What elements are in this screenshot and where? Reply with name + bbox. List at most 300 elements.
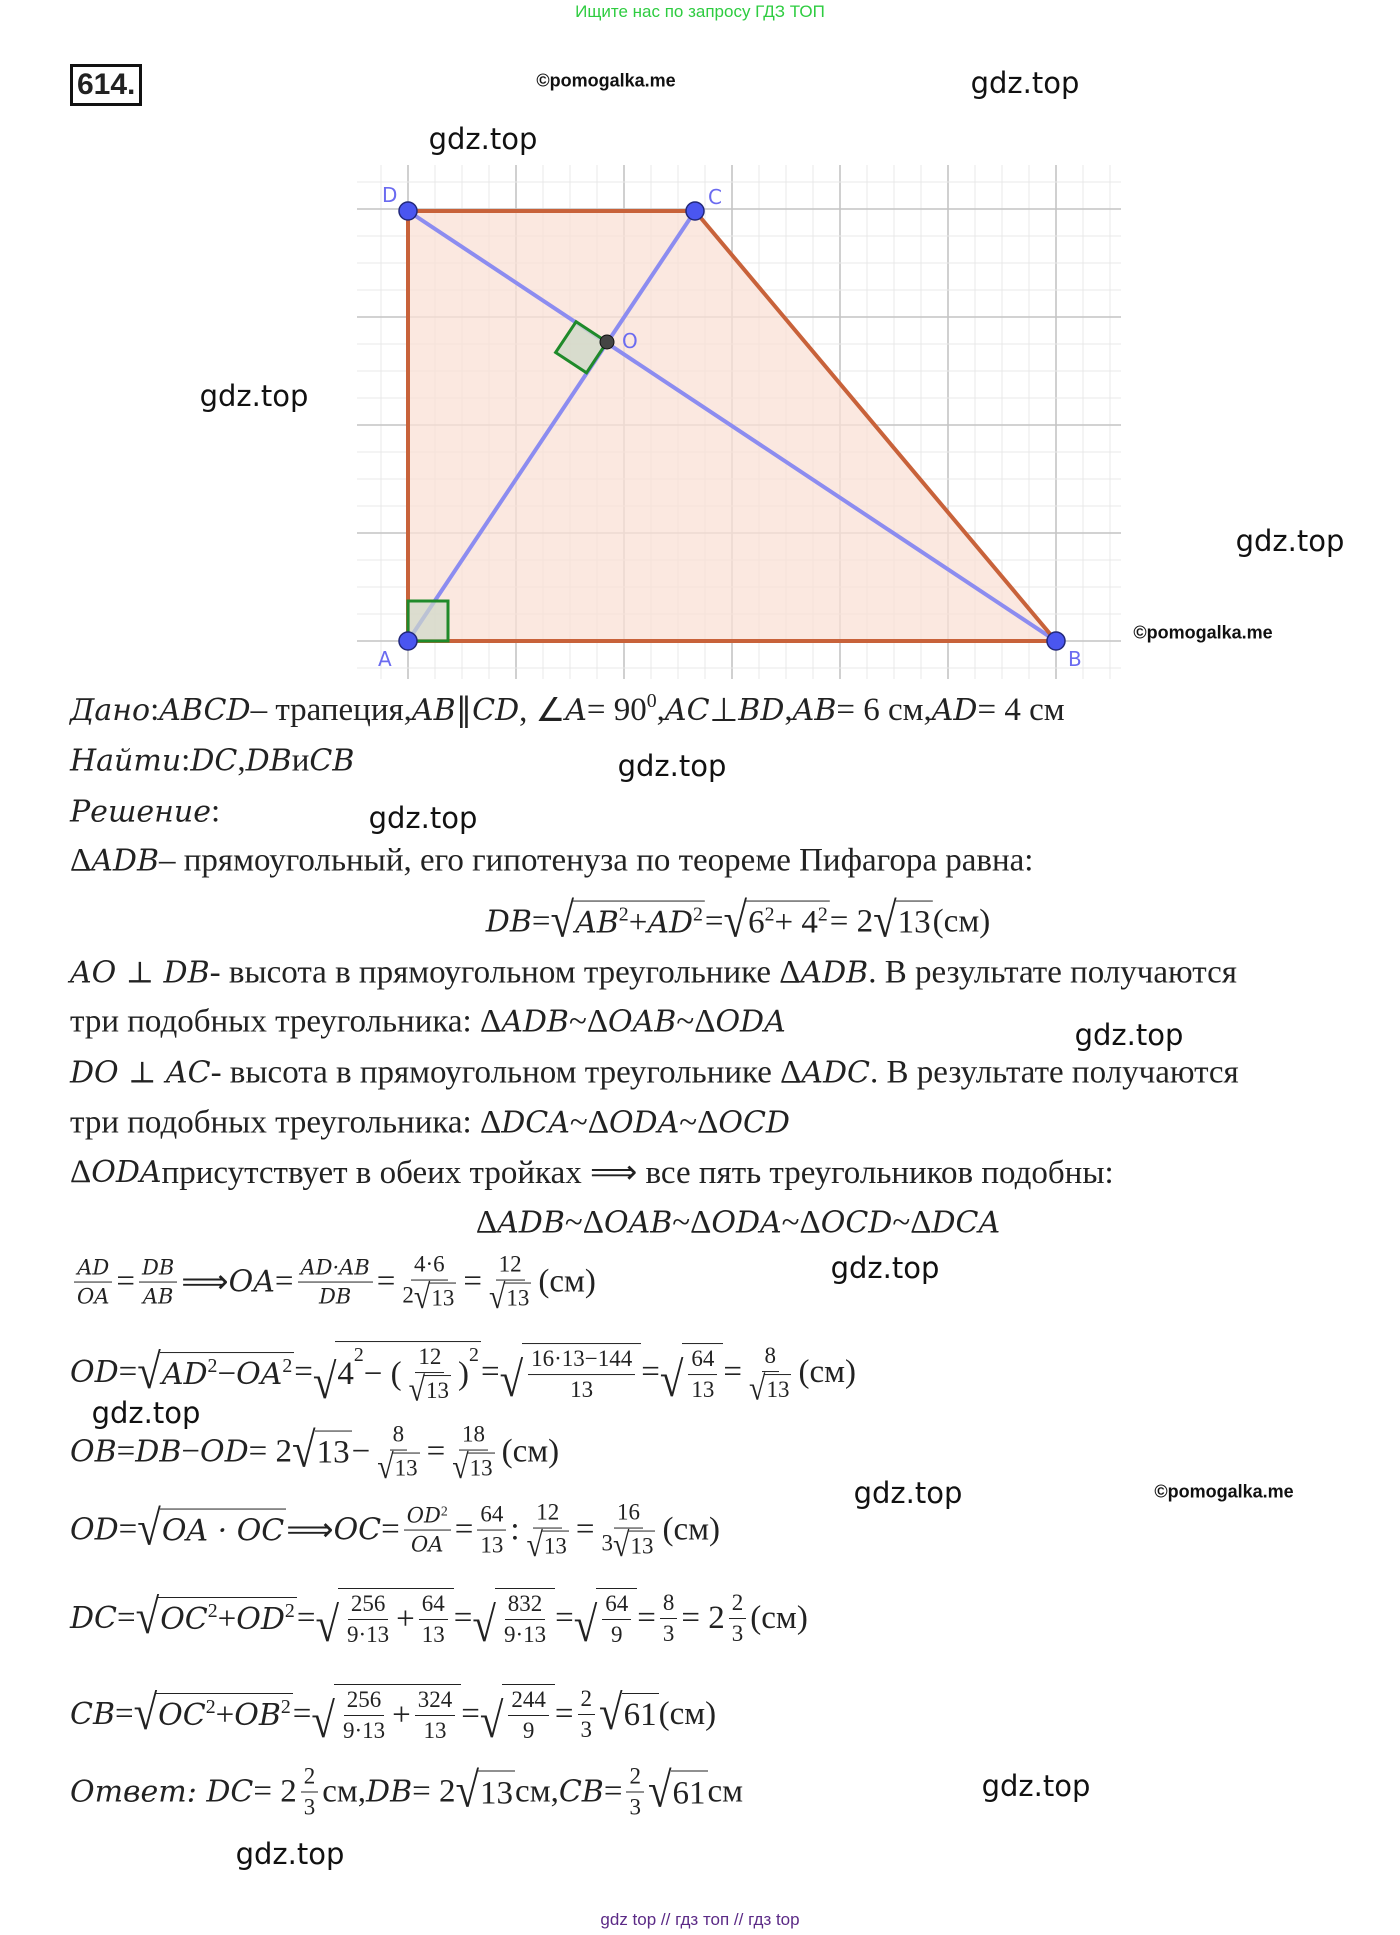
text-run: ~Δ: [892, 1204, 932, 1241]
numerator: [729, 1590, 747, 1619]
text-run: (см): [538, 1263, 596, 1300]
text-run: - высота в прямоугольном треугольнике Δ: [210, 1054, 802, 1091]
text-run: 3: [731, 1620, 744, 1646]
text-run: =: [723, 1354, 743, 1391]
square-root: [550, 893, 705, 948]
denominator: [524, 1526, 572, 1564]
denominator: [746, 1369, 794, 1407]
text-run: +: [217, 1601, 237, 1637]
text-run: ~Δ: [676, 1003, 716, 1040]
solution-line: [70, 1105, 790, 1142]
fraction: [729, 1590, 747, 1647]
square-root: [526, 1526, 569, 1564]
text-run: 9: [611, 1622, 623, 1647]
label-c: C: [708, 185, 722, 209]
text-run: 3: [629, 1794, 641, 1820]
math-text: AD: [161, 1357, 208, 1392]
fraction: [688, 1346, 717, 1403]
text-run: 13: [469, 1456, 493, 1481]
text-run: =: [453, 1599, 473, 1636]
numerator: [344, 1687, 385, 1716]
math-text: DC: [70, 1600, 118, 1636]
text-run: =: [454, 1511, 474, 1548]
radicand: [315, 1431, 352, 1474]
square-root: [137, 1344, 294, 1399]
radicand: [393, 1453, 420, 1483]
math-text: OCD: [820, 1205, 893, 1241]
text-run: =: [555, 1599, 574, 1636]
text-run: 9·13: [503, 1622, 547, 1647]
text-run: =: [117, 1599, 136, 1636]
denominator: [74, 1283, 112, 1309]
text-run: ~Δ: [781, 1204, 821, 1241]
denominator: [340, 1716, 388, 1744]
math-text: ODA: [608, 1105, 680, 1141]
text-run: 9·13: [342, 1718, 386, 1743]
math-text: AO ⊥ DB: [70, 955, 210, 991]
text-run: 13: [506, 1286, 530, 1311]
radicand: [896, 901, 933, 944]
denominator: [421, 1716, 450, 1744]
fraction: [419, 1591, 448, 1648]
radicand: [424, 1375, 451, 1405]
radical-sign: √: [488, 1278, 506, 1316]
text-run: 256: [350, 1591, 386, 1616]
radicand: [522, 1343, 641, 1403]
text-run: 12: [498, 1251, 522, 1277]
square-root: [723, 893, 830, 948]
text-run: 16: [617, 1499, 640, 1525]
fraction: [477, 1502, 506, 1559]
text-run: = 2: [412, 1773, 456, 1810]
solution-line: [476, 1205, 1000, 1242]
text-run: :: [510, 1511, 520, 1548]
math-text: BD: [738, 692, 785, 728]
square-root: [499, 1343, 642, 1408]
radicand: [746, 901, 830, 944]
text-run: =: [461, 1695, 480, 1732]
text-run: – прямоугольный, его гипотенуза по теореме Пифагора равна:: [159, 842, 1034, 879]
square-root: [599, 1685, 659, 1740]
text-run: 2: [731, 1589, 744, 1615]
superscript: 2: [207, 1599, 218, 1622]
text-run: 8: [392, 1421, 405, 1447]
solution-line: [70, 1764, 743, 1821]
radicand: [156, 1693, 293, 1736]
text-run: , ∠: [519, 693, 566, 729]
watermark-gdz: gdz.top: [235, 1837, 345, 1871]
denominator: [688, 1375, 717, 1403]
math-text: CD: [472, 692, 520, 728]
text-run: 4: [337, 1356, 354, 1392]
radicand: [429, 1283, 456, 1313]
radicand: [573, 901, 705, 944]
solution-line: [485, 893, 991, 948]
text-run: =: [376, 1263, 396, 1300]
text-run: 13: [897, 905, 931, 941]
superscript: 2: [618, 903, 629, 926]
radicand: [682, 1343, 723, 1403]
numerator: [688, 1346, 717, 1375]
solution-line: [70, 1684, 717, 1749]
text-run: 18: [461, 1421, 485, 1447]
radical-sign: √: [455, 1763, 480, 1818]
solution-line: [70, 1499, 720, 1564]
math-text: OAB: [603, 1205, 673, 1241]
text-run: – трапеция,: [250, 691, 412, 728]
denominator: [374, 1448, 422, 1486]
square-root: [312, 1341, 481, 1410]
fraction: [599, 1499, 659, 1564]
math-text: OA: [228, 1264, 275, 1300]
point-b: [1047, 632, 1065, 650]
solution-line: [70, 1251, 596, 1316]
radicand: [160, 1352, 294, 1395]
square-root: [873, 893, 933, 948]
radical-sign: √: [137, 1501, 161, 1556]
math-text: ADB: [497, 1205, 565, 1241]
math-text: DCA: [931, 1205, 1001, 1241]
square-root: [749, 1369, 791, 1407]
text-run: ∥: [455, 693, 473, 729]
watermark-gdz: gdz.top: [91, 1396, 201, 1430]
watermark-gdz: gdz.top: [830, 1251, 940, 1285]
math-text: ABCD: [159, 692, 251, 728]
text-run: 6: [748, 905, 765, 941]
radical-sign: √: [312, 1355, 337, 1410]
fraction: [298, 1256, 373, 1309]
text-run: см: [707, 1773, 744, 1810]
text-run: =: [575, 1511, 595, 1548]
text-run: 8: [662, 1589, 675, 1615]
text-run: 13: [423, 1718, 447, 1743]
radicand: [596, 1588, 637, 1648]
text-run: 13: [543, 1534, 567, 1559]
text-run: ~Δ: [679, 1104, 719, 1141]
fraction: [660, 1590, 678, 1647]
radical-sign: √: [135, 1589, 160, 1644]
radical-sign: √: [647, 1763, 672, 1818]
fraction: [626, 1764, 644, 1821]
text-run: ~Δ: [672, 1204, 712, 1241]
fraction: [486, 1251, 534, 1316]
radicand: [764, 1374, 791, 1404]
text-run: 13: [480, 1532, 504, 1558]
fraction: [524, 1499, 572, 1564]
text-run: 13: [421, 1622, 445, 1647]
math-text: OCD: [718, 1105, 790, 1141]
math-text: OB: [70, 1434, 117, 1470]
denominator: [578, 1715, 596, 1743]
numerator: [301, 1764, 319, 1793]
denominator: [140, 1283, 177, 1309]
text-run: =: [641, 1354, 660, 1391]
superscript: 2: [280, 1695, 291, 1718]
square-root: [479, 1684, 555, 1749]
numerator: [415, 1687, 456, 1716]
radical-sign: √: [749, 1369, 766, 1407]
fraction: [301, 1764, 319, 1821]
fraction: [404, 1504, 451, 1557]
point-o: [600, 335, 614, 349]
text-run: = 2: [253, 1773, 297, 1810]
math-text: AB: [411, 692, 456, 728]
text-run: 64: [691, 1346, 715, 1371]
text-run: 3: [580, 1716, 593, 1742]
radical-sign: √: [472, 1598, 496, 1653]
text-run: + 4: [774, 905, 818, 941]
text-run: 64: [605, 1591, 629, 1616]
math-text: OC: [160, 1602, 208, 1637]
text-run: = 2: [248, 1433, 293, 1470]
fraction: [374, 1421, 422, 1486]
denominator: [408, 1531, 446, 1557]
label-d: D: [382, 183, 398, 207]
math-text: DB: [142, 1255, 175, 1280]
radicand: [468, 1453, 495, 1483]
text-run: =: [463, 1263, 482, 1300]
text-run: =: [426, 1433, 446, 1470]
math-text: ADB: [501, 1004, 569, 1040]
denominator: [399, 1278, 459, 1316]
numerator: [298, 1256, 373, 1283]
text-run: присутствует в обеих тройках ⟹ все пять треугольников подобны:: [161, 1155, 1114, 1191]
text-run: −: [217, 1356, 237, 1392]
point-c: [686, 202, 704, 220]
square-root: [413, 1278, 456, 1316]
math-text: OD: [236, 1602, 285, 1637]
radicand: [334, 1684, 461, 1744]
radical-sign: √: [133, 1685, 158, 1740]
radical-sign: √: [659, 1353, 684, 1408]
square-root: [133, 1685, 293, 1740]
fraction: [449, 1421, 497, 1486]
text-run: :: [150, 691, 160, 728]
numerator: [660, 1590, 678, 1619]
superscript: 2: [764, 903, 775, 926]
text-run: 4·6: [414, 1251, 445, 1277]
radical-sign: √: [526, 1526, 543, 1564]
text-run: 64: [421, 1591, 445, 1616]
math-text: DO ⊥ AC: [70, 1055, 211, 1091]
solution-line: [70, 1421, 560, 1486]
text-run: =: [116, 1263, 136, 1300]
fraction: [501, 1591, 549, 1648]
math-text: ADB: [800, 955, 869, 991]
square-root: [573, 1588, 638, 1653]
numerator: [415, 1344, 444, 1373]
math-text: OD: [70, 1355, 119, 1391]
text-run: = 4 см: [977, 691, 1065, 728]
fraction: [406, 1344, 454, 1409]
text-run: (см): [658, 1695, 717, 1732]
text-run: = 90: [586, 691, 647, 728]
fraction: [528, 1346, 635, 1403]
math-text: OC: [333, 1512, 382, 1548]
math-text: Найти: [70, 743, 182, 779]
text-run: +: [396, 1601, 415, 1637]
label-o: O: [622, 329, 638, 353]
text-run: ~Δ: [568, 1003, 609, 1040]
math-text: AD: [647, 906, 694, 941]
numerator: [390, 1422, 408, 1451]
solution-line: [70, 1004, 786, 1041]
denominator: [626, 1793, 644, 1821]
radical-sign: √: [315, 1598, 339, 1653]
superscript: 2: [205, 1695, 216, 1718]
math-text: OD: [200, 1434, 249, 1470]
math-text: Дано: [70, 692, 151, 728]
numerator: [459, 1422, 488, 1451]
square-root: [455, 1763, 516, 1818]
text-run: 2: [303, 1763, 316, 1789]
text-run: 2: [580, 1685, 593, 1711]
radical-sign: √: [573, 1598, 598, 1653]
denominator: [344, 1620, 392, 1648]
math-text: OA: [236, 1357, 283, 1392]
denominator: [477, 1531, 506, 1559]
math-text: DB: [366, 1774, 413, 1810]
math-text: Ответ: DC: [70, 1774, 254, 1810]
text-run: =: [554, 1695, 574, 1732]
fraction: [139, 1256, 177, 1309]
text-run: . В результате получаются: [868, 954, 1237, 991]
text-run: 2: [629, 1763, 641, 1789]
search-banner[interactable]: Ищите нас по запросу ГДЗ ТОП: [575, 2, 825, 21]
radicand: [478, 1771, 515, 1814]
radical-sign: √: [723, 893, 748, 948]
watermark-gdz: gdz.top: [368, 801, 478, 835]
text-run: = 2: [829, 903, 874, 940]
text-run: −: [181, 1433, 200, 1470]
text-run: +: [215, 1697, 235, 1733]
math-text: DC: [190, 743, 238, 779]
superscript: 2: [440, 1503, 448, 1519]
radical-sign: √: [479, 1694, 504, 1749]
point-a: [399, 632, 417, 650]
watermark-pomogalka: ©pomogalka.me: [1133, 622, 1273, 643]
math-text: AC: [664, 692, 710, 728]
text-run: =: [274, 1263, 294, 1300]
math-text: CB: [70, 1696, 115, 1732]
math-text: OA · OC: [161, 1514, 285, 1549]
numerator: [578, 1686, 596, 1715]
fraction: [602, 1591, 631, 1648]
radicand: [338, 1588, 454, 1648]
radical-sign: √: [137, 1344, 161, 1399]
solution-line: [70, 743, 354, 780]
text-run: (см): [501, 1433, 560, 1470]
numerator: [419, 1591, 448, 1620]
square-root: [315, 1588, 453, 1653]
text-run: 13: [480, 1775, 514, 1811]
text-run: 61: [623, 1697, 657, 1733]
square-root: [613, 1526, 655, 1564]
square-root: [135, 1589, 297, 1644]
watermark-pomogalka: ©pomogalka.me: [1154, 1481, 1294, 1502]
text-run: +: [628, 905, 648, 941]
square-root: [659, 1343, 724, 1408]
text-run: 256: [346, 1687, 382, 1712]
text-run: 64: [480, 1501, 504, 1527]
denominator: [449, 1448, 497, 1486]
text-run: =: [637, 1599, 656, 1636]
math-text: OAB: [608, 1004, 677, 1040]
text-run: ~Δ: [569, 1104, 609, 1141]
text-run: :: [181, 742, 191, 779]
text-run: =: [292, 1695, 312, 1732]
text-run: 61: [672, 1775, 706, 1811]
text-run: три подобных треугольника: Δ: [70, 1003, 502, 1040]
math-text: OD: [406, 1503, 441, 1528]
radicand: [495, 1588, 555, 1648]
fraction: [508, 1687, 549, 1744]
text-run: 13: [766, 1377, 790, 1402]
radical-sign: √: [292, 1423, 316, 1478]
text-run: 13: [394, 1456, 418, 1481]
trapezoid-diagram: [350, 160, 1130, 690]
watermark-gdz: gdz.top: [199, 379, 309, 413]
text-run: − (: [363, 1356, 402, 1392]
radical-sign: √: [452, 1448, 469, 1486]
text-run: и: [291, 742, 310, 779]
text-run: ~Δ: [564, 1204, 604, 1241]
math-text: OD: [70, 1512, 119, 1548]
solution-line: [70, 1055, 1239, 1092]
label-a: A: [378, 647, 392, 671]
numerator: [614, 1500, 643, 1529]
radicand: [628, 1531, 655, 1561]
radicand: [158, 1597, 297, 1640]
numerator: [139, 1256, 177, 1283]
text-run: 13: [630, 1534, 654, 1559]
text-run: =: [294, 1354, 313, 1391]
text-run: 3: [601, 1530, 614, 1556]
denominator: [406, 1370, 454, 1409]
radicand: [160, 1509, 286, 1552]
fraction: [344, 1591, 392, 1648]
text-run: =: [118, 1511, 138, 1548]
math-text: DB: [485, 904, 532, 940]
square-root: [452, 1448, 494, 1486]
math-text: DB: [245, 743, 292, 779]
math-text: Решение: [70, 794, 211, 830]
text-run: 3: [662, 1620, 675, 1646]
math-text: OC: [158, 1698, 206, 1733]
square-root: [137, 1501, 286, 1556]
math-text: ADB: [91, 843, 159, 879]
math-text: DCA: [501, 1105, 570, 1141]
superscript: 2: [469, 1344, 479, 1367]
watermark-gdz: gdz.top: [1074, 1018, 1184, 1052]
math-text: OA: [411, 1532, 444, 1557]
text-run: ,: [237, 742, 246, 779]
numerator: [404, 1504, 451, 1531]
watermark-pomogalka: ©pomogalka.me: [536, 70, 676, 91]
text-run: 9: [522, 1718, 535, 1743]
numerator: [528, 1346, 635, 1375]
text-run: Δ: [70, 1153, 92, 1190]
footer-links[interactable]: gdz top // гдз топ // гдз top: [600, 1910, 800, 1929]
numerator: [762, 1343, 780, 1372]
radicand: [622, 1693, 659, 1736]
denominator: [608, 1620, 626, 1648]
math-text: OB: [234, 1698, 281, 1733]
denominator: [567, 1375, 596, 1403]
fraction: [399, 1251, 459, 1316]
solution-line: [70, 843, 1033, 880]
text-run: +: [392, 1697, 411, 1733]
